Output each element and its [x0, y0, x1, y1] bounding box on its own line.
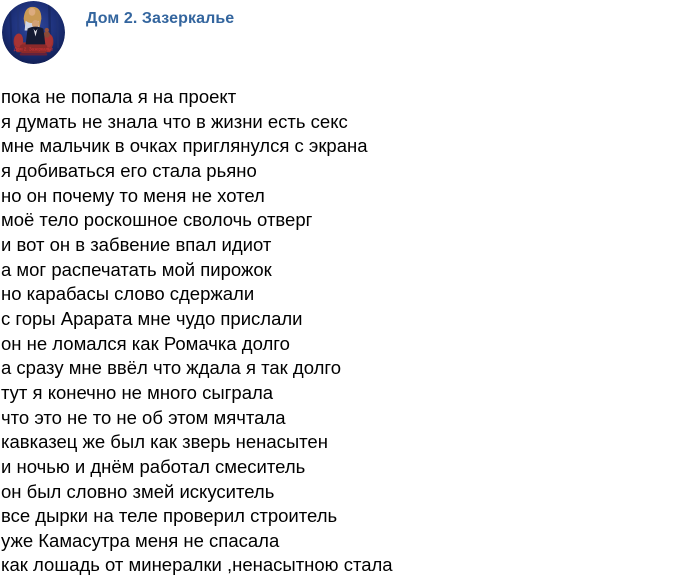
post-text — [1, 85, 641, 578]
poem-line: и ночью и днём работал смеситель — [1, 455, 306, 477]
community-name-link[interactable]: Дом 2. Зазеркалье — [86, 10, 235, 27]
poem-line: я добиваться его стала рьяно — [1, 159, 257, 181]
poem-line: мне мальчик в очках приглянулся с экрана — [1, 135, 368, 157]
poem-line: как лошадь от минералки ,ненасытною стала — [1, 554, 393, 576]
poem-line: а мог распечатать мой пирожок — [1, 258, 272, 280]
poem-line: он был словно змей искуситель — [1, 480, 275, 502]
community-avatar[interactable] — [2, 1, 65, 64]
poem-line: кавказец же был как зверь ненасытен — [1, 431, 328, 453]
poem-line: с горы Арарата мне чудо прислали — [1, 307, 303, 329]
poem-line: пока не попала я на проект — [1, 86, 237, 107]
poem-line: что это не то не об этом мячтала — [1, 406, 286, 428]
poem-line: уже Камасутра меня не спасала — [1, 529, 280, 551]
poem-line: и вот он в забвение впал идиот — [1, 233, 272, 255]
poem-line: но он почему то меня не хотел — [1, 184, 265, 206]
avatar-watermark-text: Дом 2. Зазеркалье — [13, 46, 54, 52]
poem-line: моё тело роскошное сволочь отверг — [1, 209, 313, 231]
poem-line: все дырки на теле проверил строитель — [1, 505, 338, 527]
poem-line: а сразу мне ввёл что ждала я так долго — [1, 357, 342, 379]
poem-line: я думать не знала что в жизни есть секс — [1, 110, 348, 132]
avatar-image — [2, 1, 65, 64]
poem-line: но карабасы слово сдержали — [1, 283, 255, 305]
poem-line: он не ломался как Ромачка долго — [1, 332, 290, 354]
poem-line: тут я конечно не много сыграла — [1, 381, 274, 403]
